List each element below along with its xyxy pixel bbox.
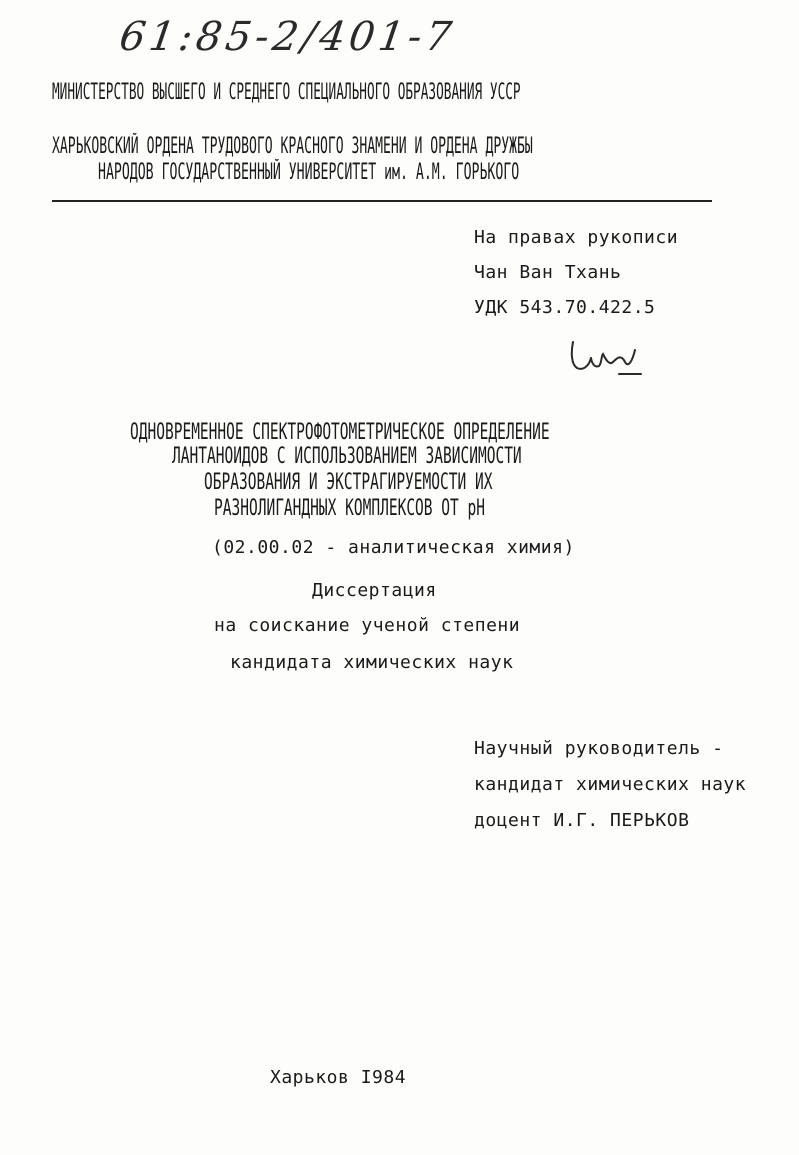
university-line-2: НАРОДОВ ГОСУДАРСТВЕННЫЙ УНИВЕРСИТЕТ им. А.М. ГОРЬКОГО xyxy=(98,160,520,185)
dissertation-label: Диссертация xyxy=(312,580,437,601)
title-line-4: РАЗНОЛИГАНДНЫХ КОМПЛЕКСОВ ОТ рН xyxy=(214,496,486,521)
header-divider xyxy=(52,200,712,202)
signature-mark xyxy=(565,336,645,380)
place-year: Харьков I984 xyxy=(270,1067,407,1088)
supervisor-label: Научный руководитель - xyxy=(474,738,724,759)
manuscript-rights: На правах рукописи xyxy=(474,227,679,248)
degree-line: на соискание ученой степени xyxy=(214,615,521,636)
supervisor-degree: кандидат химических наук xyxy=(474,774,747,795)
title-line-2: ЛАНТАНОИДОВ С ИСПОЛЬЗОВАНИЕМ ЗАВИСИМОСТИ xyxy=(172,444,522,469)
supervisor-name: доцент И.Г. ПЕРЬКОВ xyxy=(474,810,690,831)
archive-number: 61:85-2/401-7 xyxy=(116,14,459,60)
author-name: Чан Ван Тхань xyxy=(474,262,622,283)
specialty-code: (02.00.02 - аналитическая химия) xyxy=(212,537,575,558)
university-line-1: ХАРЬКОВСКИЙ ОРДЕНА ТРУДОВОГО КРАСНОГО ЗНАМЕНИ И ОРДЕНА ДРУЖБЫ xyxy=(52,134,533,159)
degree-field: кандидата химических наук xyxy=(230,652,514,673)
ministry-line: МИНИСТЕРСТВО ВЫСШЕГО И СРЕДНЕГО СПЕЦИАЛЬНОГО ОБРАЗОВАНИЯ УССР xyxy=(52,80,521,105)
title-line-3: ОБРАЗОВАНИЯ И ЭКСТРАГИРУЕМОСТИ ИХ xyxy=(204,470,493,495)
title-line-1: ОДНОВРЕМЕННОЕ СПЕКТРОФОТОМЕТРИЧЕСКОЕ ОПРЕДЕЛЕНИЕ xyxy=(130,420,550,445)
udc-code: УДК 543.70.422.5 xyxy=(474,297,656,318)
